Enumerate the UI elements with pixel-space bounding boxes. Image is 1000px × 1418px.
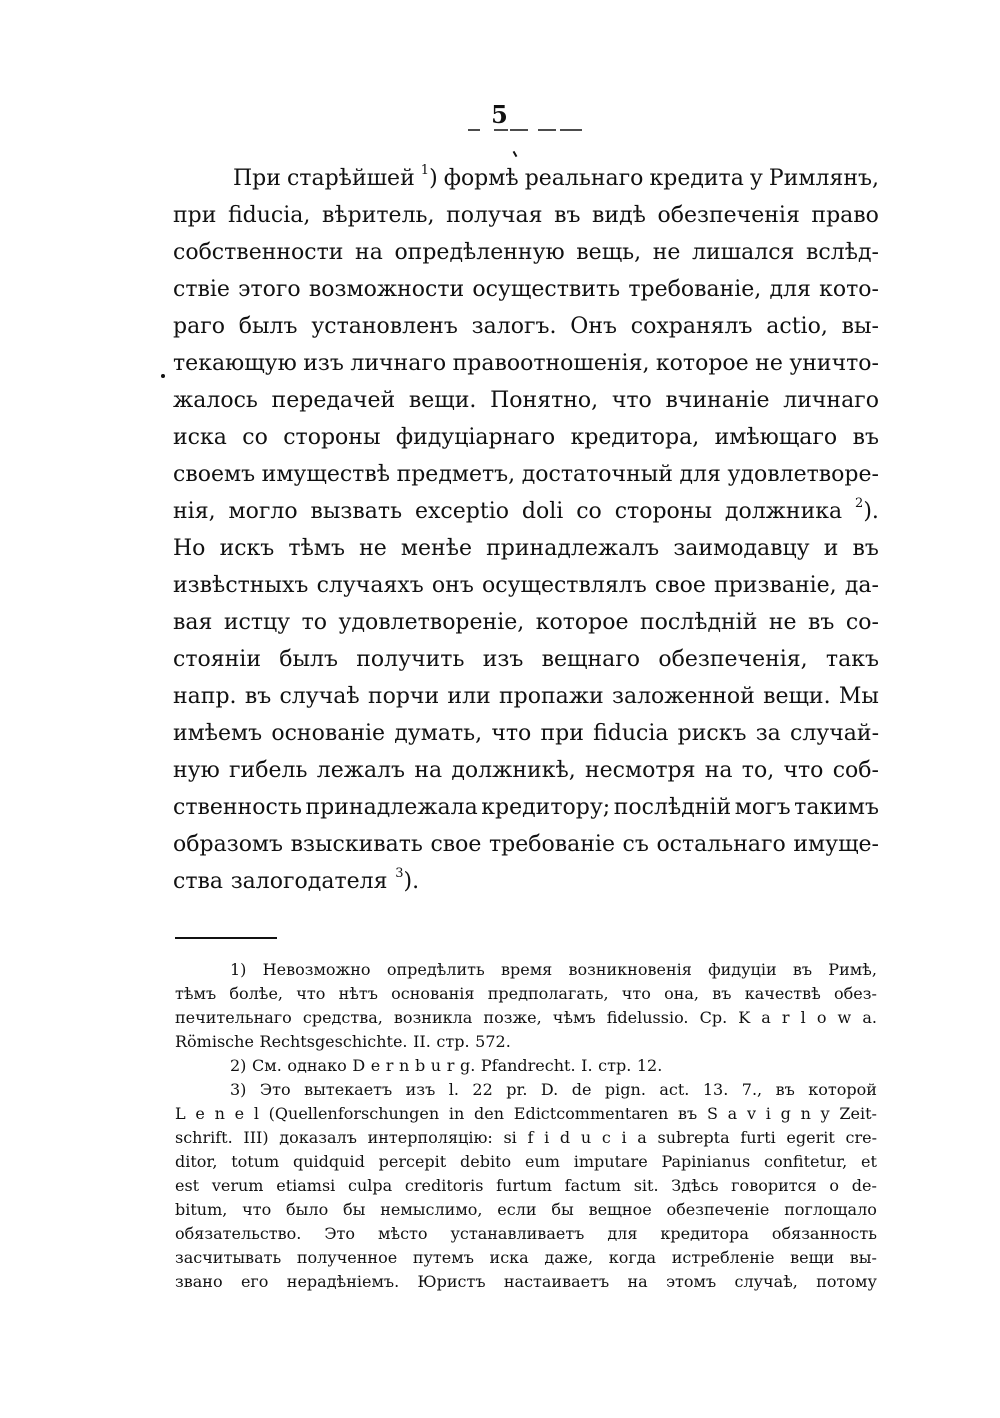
body-line: иска со стороны фидуціарнаго кредитора, имѣющаго въ [173, 425, 879, 450]
footnote-line: est verum etiamsi culpa creditoris furtum factum sit. Здѣсь говорится о de- [175, 1176, 877, 1195]
margin-dot [161, 374, 165, 378]
body-line: своемъ имуществѣ предметъ, достаточный для удовлетворе- [173, 462, 879, 487]
body-line: стояніи былъ получить изъ вещнаго обезпеченія, такъ [173, 647, 879, 672]
body-line: раго былъ установленъ залогъ. Онъ сохранялъ actio, вы- [173, 314, 879, 339]
body-line: текающую изъ личнаго правоотношенія, которое не уничто- [173, 351, 879, 376]
footnote-rule [175, 937, 277, 939]
footnote-line: L e n e l (Quellenforschungen in den Edictcommentaren въ S a v i g n y Zeit- [175, 1104, 877, 1123]
body-line: вая истцу то удовлетвореніе, которое послѣдній не въ со- [173, 610, 879, 635]
footnote-line: Römische Rechtsgeschichte. II. стр. 572. [175, 1032, 511, 1051]
body-line: имѣемъ основаніе думать, что при fiducia рискъ за случай- [173, 721, 879, 746]
body-line: ства залогодателя $^3$). [173, 865, 420, 894]
page-number: 5 [491, 100, 509, 129]
page-number-underline [468, 125, 584, 135]
footnote-line: bitum, что было бы немыслимо, если бы вещное обезпеченіе поглощало [175, 1200, 877, 1219]
footnote-line: тѣмъ болѣе, что нѣтъ основанія предполагать, что она, въ качествѣ обез- [175, 984, 877, 1003]
body-line: ную гибель лежалъ на должникѣ, несмотря на то, что соб- [173, 758, 879, 783]
footnote-line: засчитывать полученное путемъ иска даже, когда истребленіе вещи вы- [175, 1248, 877, 1267]
body-line: При старѣйшей $^1$) формѣ реальнаго кредита у Римлянъ, [233, 162, 879, 191]
tick-mark [513, 151, 518, 157]
body-line: нія, могло вызвать exceptio doli со стороны должника $^2$). [173, 495, 879, 524]
body-line: напр. въ случаѣ порчи или пропажи заложенной вещи. Мы [173, 684, 879, 709]
footnote-line: 1) Невозможно опредѣлить время возникновенія фидуціи въ Римѣ, [230, 960, 877, 979]
body-line: ственность принадлежала кредитору; послѣдній могъ такимъ [173, 795, 879, 820]
body-line: Но искъ тѣмъ не менѣе принадлежалъ заимодавцу и въ [173, 536, 879, 561]
footnote-line: звано его нерадѣніемъ. Юристъ настаиваетъ на этомъ случаѣ, потому [175, 1272, 877, 1291]
main-text [173, 160, 879, 900]
footnote-line: schrift. III) доказалъ интерполяцію: si f i d u c i a subrepta furti egerit cre- [175, 1128, 877, 1147]
body-line: извѣстныхъ случаяхъ онъ осуществлялъ свое призваніе, да- [173, 573, 879, 598]
footnotes [175, 958, 877, 1294]
body-line: ствіе этого возможности осуществить требованіе, для кото- [173, 277, 879, 302]
footnote-line: обязательство. Это мѣсто устанавливаетъ для кредитора обязанность [175, 1224, 877, 1243]
body-line: при fiducia, вѣритель, получая въ видѣ обезпеченія право [173, 203, 879, 228]
body-line: жалось передачей вещи. Понятно, что вчинаніе личнаго [173, 388, 879, 413]
footnote-line: 2) См. однако D e r n b u r g. Pfandrecht. I. стр. 12. [230, 1056, 663, 1075]
footnote-line: ditor, totum quidquid percepit debito eum imputare Papinianus confitetur, et [175, 1152, 877, 1171]
body-line: образомъ взыскивать свое требованіе съ остальнаго имуще- [173, 832, 879, 857]
footnote-line: печительнаго средства, возникла позже, чѣмъ fidelussio. Ср. K a r l o w a. [175, 1008, 877, 1027]
body-line: собственности на опредѣленную вещь, не лишался вслѣд- [173, 240, 879, 265]
footnote-line: 3) Это вытекаетъ изъ l. 22 pr. D. de pign. act. 13. 7., въ которой [230, 1080, 877, 1099]
